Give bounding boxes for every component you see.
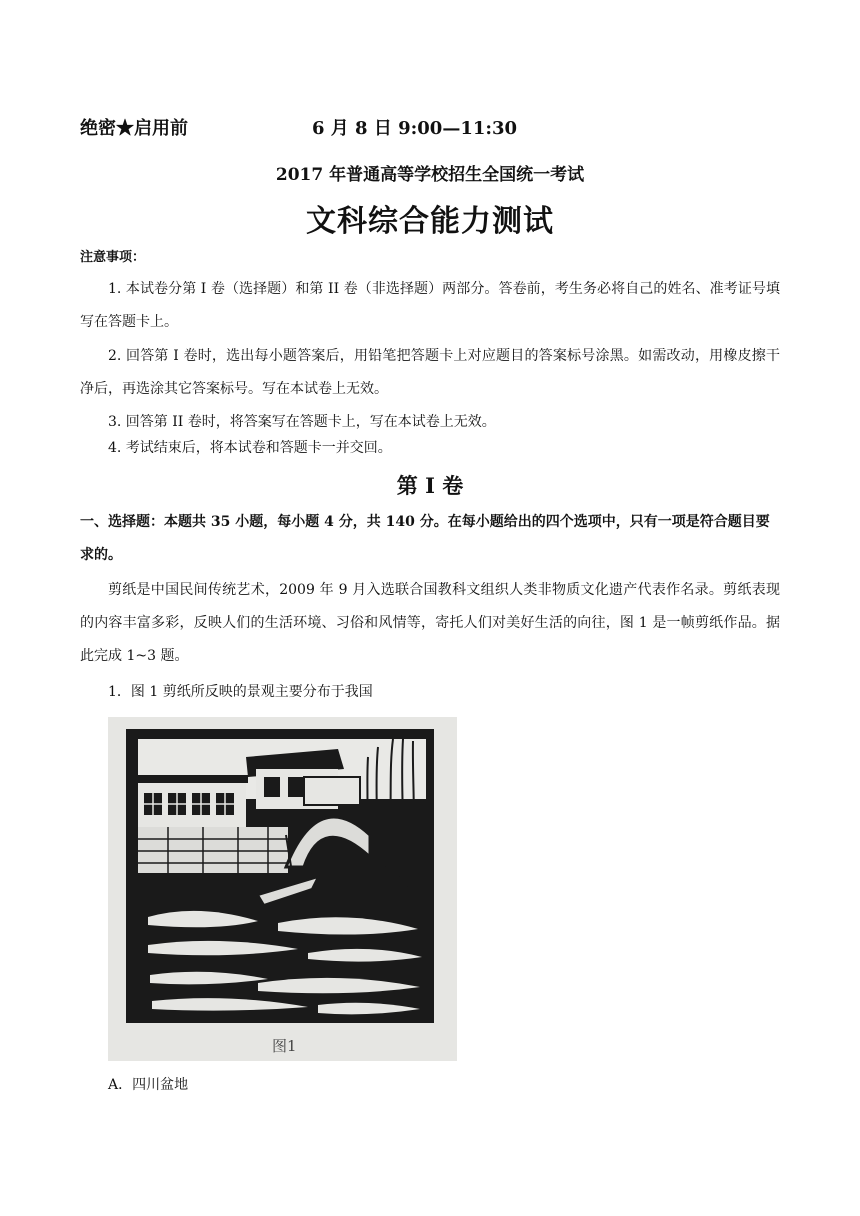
notice-item-2: 2. 回答第 I 卷时，选出每小题答案后，用铅笔把答题卡上对应题目的答案标号涂黑。如需改动，用橡皮擦干净后，再选涂其它答案标号。写在本试卷上无效。	[80, 348, 780, 397]
exam-title: 2017 年普通高等学校招生全国统一考试	[275, 165, 585, 185]
figure-caption: 图1	[272, 1037, 297, 1055]
papercut-figure	[108, 717, 457, 1061]
question-type-heading: 一、选择题：本题共 35 小题，每小题 4 分，共 140 分。在每小题给出的四个选项中，只有一项是符合题目要求的。	[80, 514, 770, 563]
exam-schedule: 6 月 8 日 9:00—11:30	[312, 118, 518, 139]
passage-intro: 剪纸是中国民间传统艺术，2009 年 9 月入选联合国教科文组织人类非物质文化遗产代表作名录。剪纸表现的内容丰富多彩，反映人们的生活环境、习俗和风情等，寄托人们对美好生活的向往，图 1 是一帧剪纸作品。据此完成 1~3 题。	[80, 582, 780, 664]
section-title: 第 I 卷	[396, 473, 464, 498]
notice-item-3: 3. 回答第 II 卷时，将答案写在答题卡上，写在本试卷上无效。	[108, 414, 496, 430]
confidential-label: 绝密★启用前	[80, 118, 188, 139]
page-title: 文科综合能力测试	[306, 204, 554, 239]
option-a: A．四川盆地	[108, 1077, 189, 1093]
notice-item-1: 1. 本试卷分第 I 卷（选择题）和第 II 卷（非选择题）两部分。答卷前，考生务必将自己的姓名、准考证号填写在答题卡上。	[80, 281, 780, 330]
notice-heading: 注意事项：	[80, 250, 146, 265]
question-1-stem: 1．图 1 剪纸所反映的景观主要分布于我国	[108, 684, 373, 700]
notice-item-4: 4. 考试结束后，将本试卷和答题卡一并交回。	[108, 440, 392, 456]
